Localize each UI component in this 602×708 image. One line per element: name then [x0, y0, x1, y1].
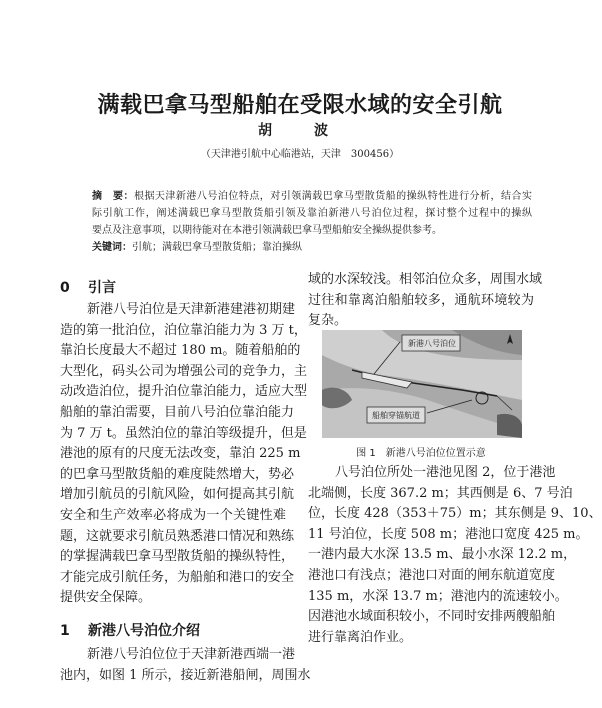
- text-line: 北端侧，长度 367.2 m；其西侧是 6、7 号泊: [308, 485, 573, 501]
- text-line: 新港八号泊位是天津新港建港初期建: [87, 302, 296, 317]
- text-line: 提供安全保障。: [60, 590, 152, 606]
- left-column: [60, 276, 311, 686]
- text-line: 造的第一批泊位，泊位靠泊能力为 3 万 t，: [60, 322, 307, 338]
- abstract-line: 际引航工作，阐述满载巴拿马型散货船引领及靠泊新港八号泊位过程，探讨整个过程中的操纵: [92, 208, 532, 219]
- text-line: 过往和靠离泊船舶较多，通航环境较为: [308, 292, 534, 308]
- author: 胡 波: [258, 123, 342, 139]
- text-line: 靠泊长度最大不超过 180 m。随着船舶的: [60, 343, 301, 359]
- abstract-line: 摘 要：根据天津新港八号泊位特点，对引领满载巴拿马型散货船的操纵特性进行分析，结合实: [92, 191, 533, 202]
- text-line: 八号泊位所处一港池见图 2，位于港池: [335, 465, 556, 480]
- text-line: 复杂。: [308, 313, 348, 329]
- text-line: 因港池水域面积较小，不同时安排两艘船舶: [308, 609, 556, 625]
- text-line: 船舶的靠泊需要，目前八号泊位靠泊能力: [60, 404, 295, 420]
- text-line: 11 号泊位，长度 508 m；港池口宽度 425 m。: [308, 526, 589, 542]
- text-line: 为 7 万 t。虽然泊位的靠泊等级提升，但是: [60, 425, 307, 441]
- right-column-top: [308, 270, 543, 332]
- text-line: 题，这就要求引航员熟悉港口情况和熟练: [60, 528, 295, 544]
- text-line: 池内，如图 1 所示，接近新港船闸，周围水: [60, 667, 311, 683]
- figure-caption: 图 1 新港八号泊位位置示意: [356, 448, 486, 459]
- text-line: 的掌握满载巴拿马型散货船的操纵特性，: [60, 549, 295, 565]
- text-line: 进行靠离泊作业。: [308, 629, 413, 645]
- text-line: 的巴拿马型散货船的难度陡然增大，势必: [60, 466, 295, 482]
- abstract: [92, 188, 532, 256]
- text-line: 增加引航员的引航风险，如何提高其引航: [60, 487, 295, 503]
- text-line: 位，长度 428（353＋75）m；其东侧是 9、10、: [308, 506, 602, 522]
- keywords-label: 关键词：: [92, 242, 132, 253]
- text-line: 135 m，水深 13.7 m；港池内的流速较小。: [308, 588, 568, 604]
- section-heading-0: 0 引言: [60, 280, 116, 296]
- text-line: 安全和生产效率必将成为一个关键性难: [60, 507, 286, 523]
- text-line: 港池的原有的尺度无法改变，靠泊 225 m: [60, 446, 301, 462]
- figure-1-map: [322, 330, 522, 438]
- label-channel: 船舶穿锚航道: [372, 411, 420, 420]
- text-line: 域的水深较浅。相邻泊位众多，周围水域: [308, 272, 543, 287]
- right-column-bottom: [308, 463, 602, 648]
- paper-title: 满载巴拿马型船舶在受限水域的安全引航: [97, 93, 503, 118]
- text-line: 新港八号泊位位于天津新港西端一港: [87, 646, 296, 662]
- keywords: 关键词：引航；满载巴拿马型散货船；靠泊操纵: [92, 242, 302, 253]
- affiliation: （天津港引航中心临港站，天津 300456）: [200, 149, 400, 160]
- abstract-label: 摘 要：: [92, 191, 134, 202]
- label-berth: 新港八号泊位: [408, 339, 456, 348]
- section-heading-1: 1 新港八号泊位介绍: [60, 622, 200, 639]
- text-line: 才能完成引航任务，为船舶和港口的安全: [60, 569, 295, 585]
- abstract-line: 要点及注意事项，以期待能对在本港引领满载巴拿马型船舶安全操纵提供参考。: [92, 225, 442, 236]
- text-line: 一港内最大水深 13.5 m、最小水深 12.2 m，: [308, 547, 577, 563]
- text-line: 港池口有浅点；港池口对面的闸东航道宽度: [308, 567, 556, 583]
- text-line: 大型化，码头公司为增强公司的竞争力，主: [60, 363, 308, 379]
- text-line: 动改造泊位，提升泊位靠泊能力，适应大型: [60, 384, 308, 400]
